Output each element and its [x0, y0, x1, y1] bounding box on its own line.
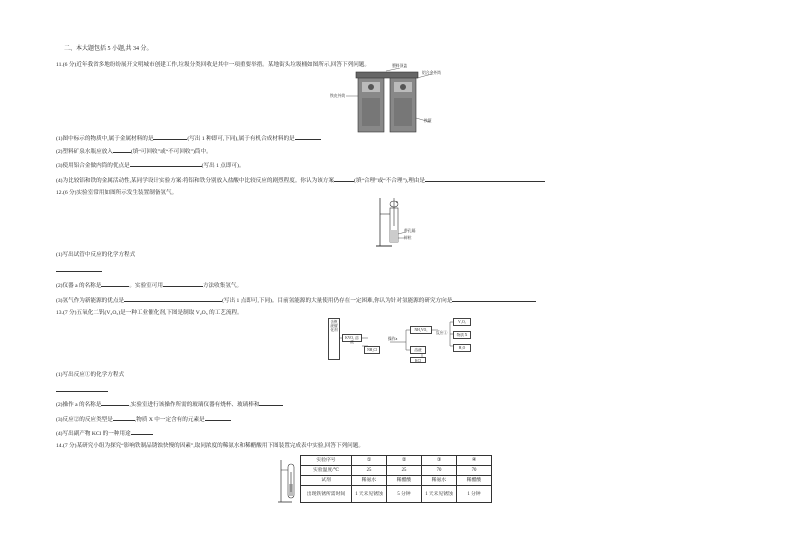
table-cell: 1 分钟 — [457, 486, 492, 503]
table-cell: 稀氨水 — [352, 476, 387, 486]
q12-part3 — [56, 296, 536, 305]
q11-part2-b: (填“可回收”或“不可回收”)筒中。 — [130, 149, 212, 155]
bin-label-left: 铁皮外筒 — [330, 94, 346, 98]
q11-part1-a: (1)图中标示的物质中,属于金属材料的是 — [56, 136, 154, 142]
experiment-table — [300, 455, 492, 503]
table-cell: ① — [352, 456, 387, 466]
answer-blank[interactable] — [124, 296, 222, 302]
table-cell: 实验温度/℃ — [301, 466, 352, 476]
q12-stem: 12.(6 分)实验室常用如图所示发生装置制备氢气。 — [56, 190, 178, 196]
q13-part2-a: (2)操作 a 的名称是 — [56, 402, 102, 408]
answer-blank[interactable] — [259, 400, 283, 406]
q12-part2 — [56, 281, 242, 290]
q13-part3-a: (3)反应②的反应类型是 — [56, 417, 113, 423]
flow-step-a-box: KVO₃ 溶液 — [342, 334, 362, 342]
q12-part3-b: (写出 1 点即可,下同)。目前氢能源的大量使用仍存在一定困难,你认为针对氢能源的研究方向是 — [222, 298, 453, 304]
table-row — [301, 486, 492, 503]
table-cell: ③ — [422, 456, 457, 466]
answer-blank[interactable] — [56, 386, 108, 392]
q12-part2-c: 方法收集氢气。 — [202, 283, 243, 289]
q11-part3-a: (3)使用铝合金做内筒的优点是 — [56, 163, 130, 169]
answer-blank[interactable] — [452, 296, 536, 302]
q13-part1-answer — [56, 386, 108, 395]
flow-out3-box: H₂O — [453, 344, 471, 352]
table-row — [301, 476, 492, 486]
trash-bin-figure — [340, 68, 450, 134]
answer-blank[interactable] — [101, 400, 129, 406]
q12-part2-a: (2)仪器 a 的名称是 — [56, 283, 102, 289]
q11-part3 — [56, 161, 245, 170]
q11-part2 — [56, 147, 212, 156]
q13-part4 — [56, 429, 153, 438]
table-row — [301, 456, 492, 466]
q14-stem: 14.(7 分)某研究小组为探究“影响铁制品锈蚀快慢的因素”,取同浓度的稀氨水和稀醋酸用下图装置完成表中实验,回答下列问题。 — [56, 443, 364, 449]
answer-blank[interactable] — [113, 415, 135, 421]
flow-react-label: 反应① — [436, 331, 448, 335]
answer-blank[interactable] — [425, 176, 545, 182]
q11-part4 — [56, 176, 545, 185]
q13-part4-text: (4)写出副产物 KCl 的一种用途 — [56, 431, 131, 437]
q12-part1-answer — [56, 266, 102, 275]
flow-source-box: 含钒废催化剂 — [328, 318, 340, 360]
flow-precip-box: NH₄VO₃ — [410, 326, 432, 334]
apparatus-label-1: 带孔隔 — [404, 229, 416, 233]
answer-blank[interactable] — [295, 134, 321, 140]
table-cell: 1 天未见锈蚀 — [422, 486, 457, 503]
section-heading: 二、本大题包括 5 小题,共 34 分。 — [64, 46, 153, 52]
q13-stem: 13.(7 分)五氧化二钒(V₂O₅)是一种工业催化剂,下图是制取 V₂O₅ 的工艺流程。 — [56, 310, 243, 316]
answer-blank[interactable] — [163, 281, 203, 287]
table-cell: ② — [387, 456, 422, 466]
answer-blank[interactable] — [56, 266, 102, 272]
q13-part2-b: ,实验室进行该操作所需的玻璃仪器有烧杯、玻璃棒和 — [129, 402, 260, 408]
flow-solution-box: 溶液 — [410, 346, 426, 354]
q13-part1: (1)写出反应①的化学方程式 — [56, 372, 125, 378]
table-cell: 70 — [422, 466, 457, 476]
q11-part1 — [56, 134, 321, 143]
table-cell: 5 分钟 — [387, 486, 422, 503]
answer-blank[interactable] — [334, 176, 354, 182]
q13-part3 — [56, 415, 231, 424]
flow-op1-label: 操作a — [388, 337, 398, 341]
table-cell: 1 天未见锈蚀 — [352, 486, 387, 503]
table-cell: 25 — [352, 466, 387, 476]
table-cell: 稀氨水 — [422, 476, 457, 486]
bin-label-right-bottom: 铁箍 — [424, 119, 432, 123]
q11-part1-b: (写出 1 种即可,下同),属于有机合成材料的是 — [187, 136, 295, 142]
q12-part1: (1)写出试管中反应的化学方程式 — [56, 252, 136, 258]
answer-blank[interactable] — [153, 134, 187, 140]
answer-blank[interactable] — [113, 147, 131, 153]
table-cell: 70 — [457, 466, 492, 476]
q11-part4-a: (4)为比较铝和铁的金属活动性,某同学设计实验方案:将铝和铁分别放入盐酸中比较反应的剧烈程度。你认为该方案 — [56, 178, 334, 184]
answer-blank[interactable] — [101, 281, 129, 287]
q11-stem: 11.(6 分)近年我省多地纷纷展开文明城市创建工作,垃圾分类回收是其中一项重要举措。某地街头垃圾桶如图所示,回答下列问题。 — [56, 62, 370, 68]
q11-part2-a: (2)塑料矿泉水瓶应放入 — [56, 149, 113, 155]
q12-part3-a: (3)氢气作为新能源的优点是 — [56, 298, 125, 304]
apparatus-label-2: 锌粒 — [404, 236, 412, 240]
q11-part4-b: (填“合理”或“不合理”),理由是 — [353, 178, 425, 184]
answer-blank[interactable] — [131, 429, 153, 435]
table-row — [301, 466, 492, 476]
bin-label-top: 塑料顶盖 — [392, 64, 408, 68]
flow-out2-box: 物质 X — [453, 331, 471, 339]
table-cell: 试剂 — [301, 476, 352, 486]
apparatus-label-a: a — [396, 200, 398, 204]
table-cell: 稀醋酸 — [457, 476, 492, 486]
flow-reagent-box: NH₄Cl — [364, 346, 380, 354]
bin-label-right-top: 铝合金外筒 — [422, 71, 441, 75]
flow-out1-box: V₂O₅ — [453, 318, 471, 326]
q11-part3-b: (写出 1 点即可)。 — [201, 163, 245, 169]
q13-part2 — [56, 400, 283, 409]
table-cell: ④ — [457, 456, 492, 466]
answer-blank[interactable] — [205, 415, 231, 421]
q13-part3-b: ,物质 X 中一定含有的元素是 — [134, 417, 205, 423]
q12-part2-b: 。实验室可用 — [129, 283, 163, 289]
flow-kcl-box: KCl — [410, 357, 426, 363]
table-cell: 稀醋酸 — [387, 476, 422, 486]
answer-blank[interactable] — [130, 161, 202, 167]
table-cell: 出现铁锈所需时间 — [301, 486, 352, 503]
table-cell: 实验序号 — [301, 456, 352, 466]
table-cell: 25 — [387, 466, 422, 476]
